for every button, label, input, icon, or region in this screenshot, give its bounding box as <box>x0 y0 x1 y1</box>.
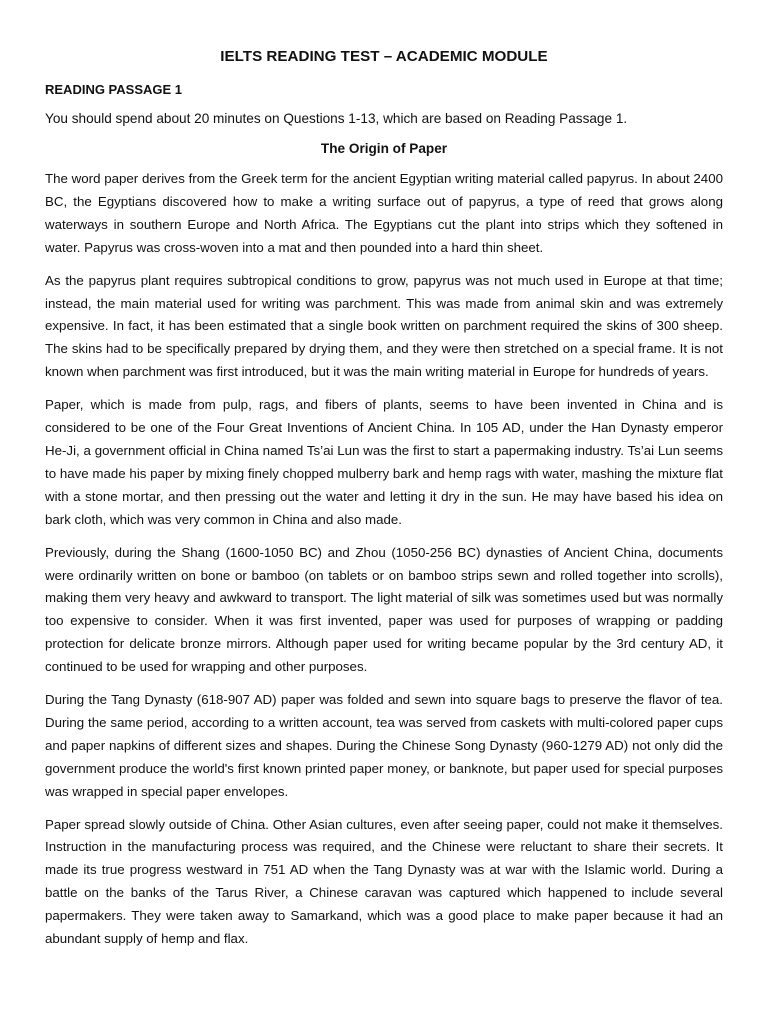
paragraph: As the papyrus plant requires subtropical conditions to grow, papyrus was not much used in Europe at that time; instead, the main material used for writing was parchment. This was made from animal skin and was extremely expensive. In fact, it has been estimated that a single book written on parchment required the skins of 300 sheep. The skins had to be specifically prepared by drying them, and they were then stretched on a special frame. It is not known when parchment was first introduced, but it was the main writing material in Europe for hundreds of years. <box>45 272 723 380</box>
paragraph: Paper spread slowly outside of China. Other Asian cultures, even after seeing paper, could not make it themselves. Instruction in the manufacturing process was required, and the Chinese were reluctant to share their secrets. It made its true progress westward in 751 AD when the Tang Dynasty was at war with the Islamic world. During a battle on the banks of the Tarus River, a Chinese caravan was captured which happened to include several papermakers. They were taken away to Samarkand, which was a good place to make paper because it had an abundant supply of hemp and flax. <box>45 816 723 947</box>
paragraph: Paper, which is made from pulp, rags, and fibers of plants, seems to have been invented in China and is considered to be one of the Four Great Inventions of Ancient China. In 105 AD, under the Han Dynasty emperor He-Ji, a government official in China named Ts’ai Lun was the first to start a papermaking industry. Ts’ai Lun seems to have made his paper by mixing finely chopped mulberry bark and hemp rags with water, mashing the mixture flat with a stone mortar, and then pressing out the water and letting it dry in the sun. He may have based his idea on bark cloth, which was very common in China and also made. <box>45 397 723 527</box>
document-title: IELTS READING TEST – ACADEMIC MODULE <box>220 48 548 65</box>
instruction-text: You should spend about 20 minutes on Questions 1-13, which are based on Reading Passage 1. <box>45 111 628 126</box>
section-label: READING PASSAGE 1 <box>45 82 183 97</box>
paragraph: During the Tang Dynasty (618-907 AD) paper was folded and sewn into square bags to preserve the flavor of tea. During the same period, according to a written account, tea was served from caskets with multi-colored paper cups and paper napkins of different sizes and shapes. During the Chinese Song Dynasty (960-1279 AD) not only did the government produce the world's first known printed paper money, or banknote, but paper used for special purposes was wrapped in special paper envelopes. <box>45 692 723 799</box>
paragraph: The word paper derives from the Greek term for the ancient Egyptian writing material called papyrus. In about 2400 BC, the Egyptians discovered how to make a writing surface out of papyrus, a type of reed that grows along waterways in southern Europe and North Africa. The Egyptians cut the plant into strips which they softened in water. Papyrus was cross-woven into a mat and then pounded into a hard thin sheet. <box>45 171 723 255</box>
paragraph: Previously, during the Shang (1600-1050 BC) and Zhou (1050-256 BC) dynasties of Ancient China, documents were ordinarily written on bone or bamboo (on tablets or on bamboo strips sewn and rolled together into scrolls), making them very heavy and awkward to transport. The light material of silk was sometimes used but was normally too expensive to consider. When it was first invented, paper was used for purposes of wrapping or padding protection for delicate bronze mirrors. Although paper used for writing became popular by the 3rd century AD, it continued to be used for wrapping and other purposes. <box>45 544 723 675</box>
passage-title: The Origin of Paper <box>320 141 448 156</box>
